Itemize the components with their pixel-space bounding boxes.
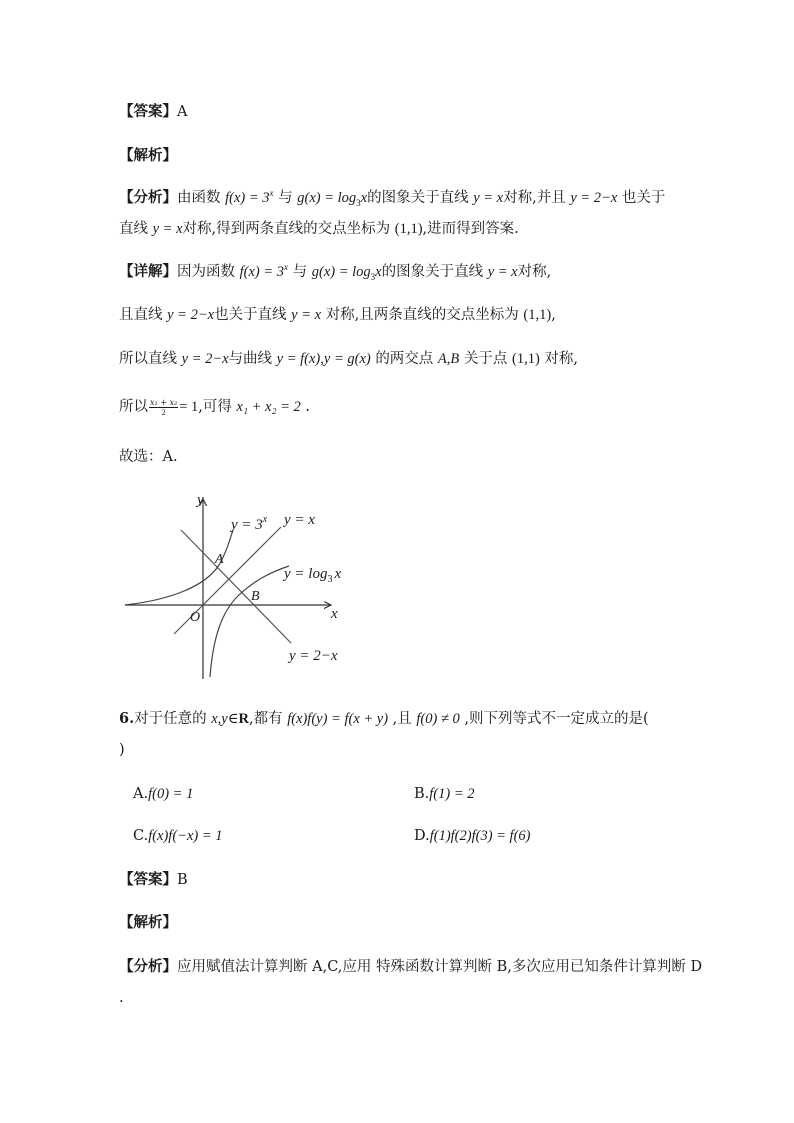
text: 且直线 bbox=[119, 307, 163, 323]
text: ,进而得到答案. bbox=[422, 221, 519, 237]
math-f: f(x) = 3 bbox=[225, 190, 270, 206]
fraction-numerator: x₁ + x₂ bbox=[150, 397, 178, 407]
math-eq: = 1 bbox=[179, 399, 199, 415]
text: 所以直线 bbox=[119, 351, 177, 367]
label-exp-text: y = 3 bbox=[231, 517, 263, 533]
label-y: y bbox=[197, 492, 204, 508]
option-expr: f(x)f(−x) = 1 bbox=[148, 828, 223, 844]
text: ,可得 bbox=[198, 399, 232, 415]
math-f: f(x) = 3 bbox=[239, 264, 285, 280]
option-letter: C. bbox=[133, 828, 149, 844]
label-x: x bbox=[331, 606, 338, 622]
option-d[interactable] bbox=[414, 826, 531, 846]
math-condition: f(0) ≠ 0 bbox=[416, 711, 460, 727]
option-b[interactable] bbox=[414, 784, 475, 804]
fenxi-line-2 bbox=[119, 219, 519, 239]
xiangjie-line-4 bbox=[119, 397, 310, 417]
label-exp-sup: x bbox=[262, 514, 268, 525]
xiangjie-line-1 bbox=[119, 262, 551, 282]
math-sup: x bbox=[269, 188, 274, 199]
label-log-sub: 3 bbox=[327, 574, 333, 585]
xiangjie-label: 【详解】 bbox=[119, 263, 177, 280]
math-sub: 3 bbox=[356, 197, 361, 208]
text: 应用赋值法计算判断 A,C,应用 特殊函数计算判断 B,多次应用已知条件计算判断 D bbox=[177, 959, 703, 975]
answer-line bbox=[119, 102, 187, 122]
question-number: 6. bbox=[119, 710, 135, 727]
label-y-eq-x: y = x bbox=[284, 512, 315, 528]
text: 与 bbox=[278, 190, 293, 206]
math-points: A,B bbox=[437, 351, 460, 367]
option-letter: B. bbox=[414, 786, 430, 802]
math-sup: x bbox=[284, 262, 289, 273]
math-vars: x,y bbox=[211, 711, 228, 727]
text: , bbox=[551, 307, 556, 323]
text: ,且 bbox=[392, 711, 412, 727]
math: x bbox=[360, 190, 368, 206]
text: . bbox=[305, 399, 311, 415]
text: 对称,并且 bbox=[503, 190, 566, 206]
text: 对称,且两条直线的交点坐标为 bbox=[325, 307, 519, 323]
answer2-line bbox=[119, 870, 188, 890]
option-a[interactable] bbox=[133, 784, 193, 804]
text: 的图象关于直线 bbox=[381, 264, 484, 280]
text: 对于任意的 bbox=[134, 711, 207, 727]
math-line: y = x bbox=[487, 264, 518, 280]
math-line: y = 2−x bbox=[167, 307, 215, 323]
fenxi-label: 【分析】 bbox=[119, 189, 177, 206]
text: 与曲线 bbox=[228, 351, 273, 367]
text: 对称, bbox=[544, 351, 578, 367]
answer-label: 【答案】 bbox=[119, 103, 177, 120]
analysis2-label: 【解析】 bbox=[119, 914, 177, 931]
math: x bbox=[375, 264, 382, 280]
q6-line-1 bbox=[119, 709, 649, 729]
label-point-a: A bbox=[215, 552, 224, 567]
math-line: y = x bbox=[473, 190, 504, 206]
math-sub: 3 bbox=[370, 271, 376, 282]
analysis-label: 【解析】 bbox=[119, 147, 177, 164]
math-line: y = x bbox=[152, 221, 183, 237]
q6-line-2: ) bbox=[119, 742, 125, 758]
text: ,都有 bbox=[248, 711, 283, 727]
math-point: (1,1) bbox=[511, 351, 540, 367]
option-expr: f(1) = 2 bbox=[429, 786, 475, 802]
label-log-arg: x bbox=[334, 566, 342, 582]
text: 与 bbox=[292, 264, 308, 280]
math-line: y = 2−x bbox=[181, 351, 229, 367]
text: 关于点 bbox=[463, 351, 508, 367]
answer-value: B bbox=[177, 872, 188, 888]
math-point: (1,1) bbox=[394, 221, 423, 237]
fenxi-line-1 bbox=[119, 188, 665, 208]
line-y-eq-2-minus-x bbox=[181, 530, 291, 643]
graph-figure bbox=[119, 487, 364, 682]
text: 由函数 bbox=[177, 190, 221, 206]
label-log bbox=[282, 566, 341, 585]
math-g: g(x) = log bbox=[297, 190, 357, 206]
xiangjie-line-2 bbox=[119, 305, 556, 325]
label-log-text: y = log bbox=[284, 566, 328, 582]
fenxi2-line bbox=[119, 957, 702, 977]
text: 的两交点 bbox=[375, 351, 434, 367]
text: 所以 bbox=[119, 399, 148, 415]
math-functional-eq: f(x)f(y) = f(x + y) bbox=[287, 711, 389, 727]
curve-exp bbox=[125, 530, 233, 605]
option-letter: D. bbox=[414, 828, 430, 844]
option-expr: f(1)f(2)f(3) = f(6) bbox=[429, 828, 531, 844]
option-c[interactable] bbox=[133, 826, 223, 846]
label-origin: O bbox=[190, 610, 201, 625]
math-reals: R bbox=[238, 711, 249, 727]
text: 也关于直线 bbox=[214, 307, 287, 323]
math-line: y = x bbox=[291, 307, 322, 323]
math-curves: y = f(x),y = g(x) bbox=[276, 351, 371, 367]
math-point: (1,1) bbox=[523, 307, 552, 323]
answer-label: 【答案】 bbox=[119, 871, 177, 888]
choice-line: 故选：A. bbox=[119, 449, 178, 465]
text: 因为函数 bbox=[177, 264, 235, 280]
label-y-eq-2-minus-x: y = 2−x bbox=[289, 648, 338, 664]
text: 对称, bbox=[517, 264, 552, 280]
text: 的图象关于直线 bbox=[367, 190, 469, 206]
text: 也关于 bbox=[621, 190, 666, 206]
text: 直线 bbox=[119, 221, 148, 237]
curve-log bbox=[210, 566, 289, 677]
label-exp bbox=[229, 514, 268, 533]
option-expr: f(0) = 1 bbox=[148, 786, 194, 802]
fraction bbox=[149, 398, 178, 417]
fenxi2-tail: . bbox=[119, 990, 124, 1006]
text: 对称,得到两条直线的交点坐标为 bbox=[182, 221, 391, 237]
answer-value: A bbox=[177, 104, 188, 120]
xiangjie-line-3 bbox=[119, 349, 578, 369]
label-point-b: B bbox=[251, 589, 260, 604]
math-line: y = 2−x bbox=[570, 190, 618, 206]
text: ,则下列等式不一定成立的是( bbox=[464, 711, 649, 727]
fenxi-label: 【分析】 bbox=[119, 958, 177, 975]
option-letter: A. bbox=[133, 786, 149, 802]
fraction-denominator: 2 bbox=[161, 407, 166, 417]
math-g: g(x) = log bbox=[311, 264, 371, 280]
math-sum: x₁ + x₂ = 2 bbox=[236, 399, 301, 415]
math-in: ∈ bbox=[227, 711, 239, 727]
